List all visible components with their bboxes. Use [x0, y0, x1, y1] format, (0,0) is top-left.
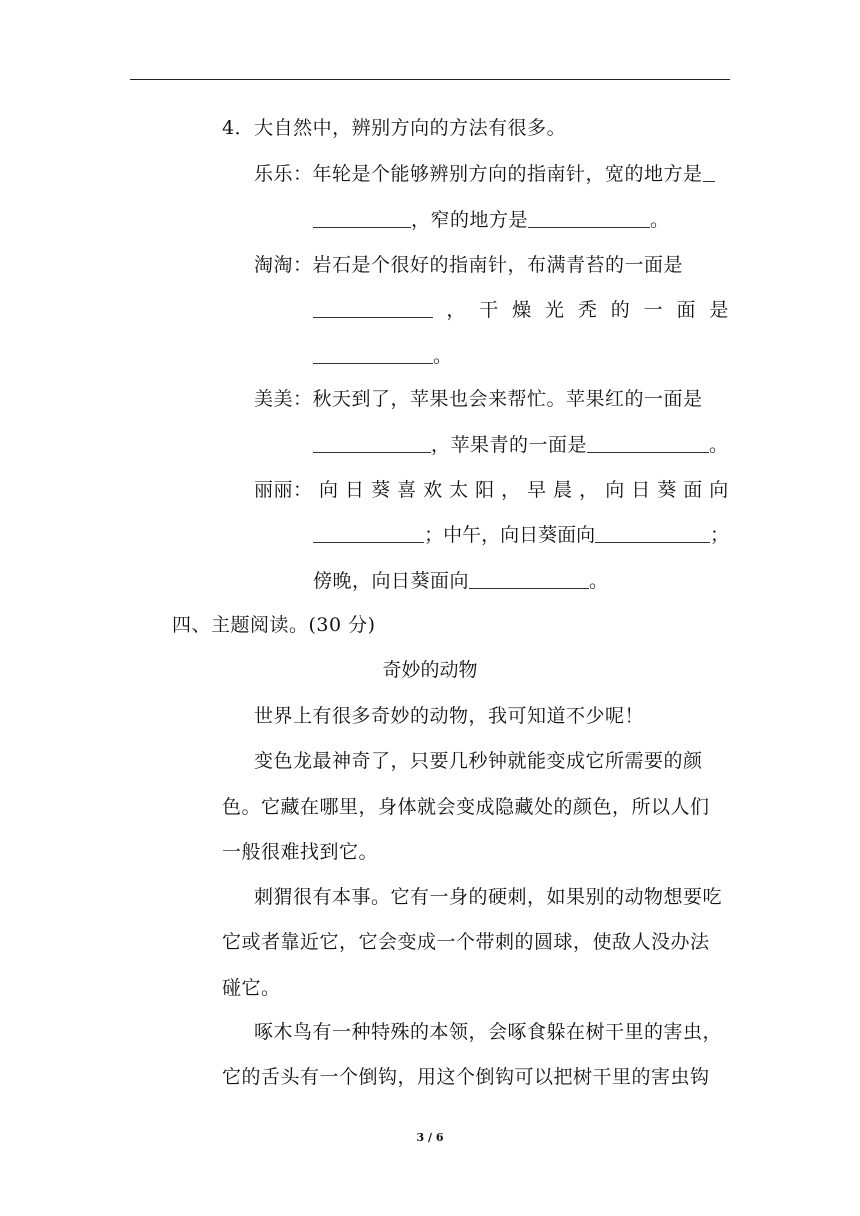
passage-p2-line-2: 色。它藏在哪里，身体就会变成隐藏处的颜色，所以人们 — [222, 796, 710, 818]
answer-blank[interactable] — [313, 298, 433, 318]
passage-p3-line-1: 刺猬很有本事。它有一身的硬刺，如果别的动物想要吃 — [254, 886, 723, 908]
passage-title: 奇妙的动物 — [382, 659, 478, 681]
meimei-line-1: 美美：秋天到了，苹果也会来帮忙。苹果红的一面是 — [254, 388, 703, 410]
header-rule — [130, 79, 730, 80]
answer-blank[interactable] — [528, 208, 650, 228]
passage-p4-line-2: 它的舌头有一个倒钩，用这个倒钩可以把树干里的害虫钩 — [222, 1066, 710, 1088]
taotao-line-1: 淘淘：岩石是个很好的指南针，布满青苔的一面是 — [254, 254, 684, 276]
page-number: 3 / 6 — [416, 1131, 444, 1144]
lili-line-3: 傍晚，向日葵面向 。 — [313, 570, 609, 592]
passage-p2-line-1: 变色龙最神奇了，只要几秒钟就能变成它所需要的颜 — [254, 750, 703, 772]
taotao-line-3: 。 — [313, 344, 453, 368]
answer-blank[interactable] — [313, 208, 411, 228]
passage-p2-line-3: 一般很难找到它。 — [222, 841, 379, 863]
lili-line-2: ；中午，向日葵面向 ； — [313, 523, 729, 547]
speaker-lele: 乐乐： — [254, 163, 313, 185]
passage-p4-line-1: 啄木鸟有一种特殊的本领，会啄食躲在树干里的害虫， — [254, 1021, 723, 1043]
passage-p3-line-2: 它或者靠近它，它会变成一个带刺的圆球，使敌人没办法 — [222, 931, 710, 953]
passage-p3-line-3: 碰它。 — [222, 977, 281, 999]
answer-blank[interactable] — [587, 433, 709, 453]
answer-blank[interactable] — [595, 523, 710, 543]
passage-p1: 世界上有很多奇妙的动物，我可知道不少呢！ — [254, 705, 645, 727]
taotao-line-2: ， 干 燥 光 秃 的 一 面 是 — [313, 298, 729, 322]
speaker-lili: 丽丽： — [254, 479, 313, 501]
question-4-stem: 4．大自然中，辨别方向的方法有很多。 — [222, 117, 567, 139]
lele-line-2: ，窄的地方是 。 — [313, 208, 670, 232]
answer-blank[interactable] — [313, 523, 424, 543]
lili-line-1: 丽丽： 向 日 葵 喜 欢 太 阳 ， 早 晨 ， 向 日 葵 面 向 — [254, 479, 729, 501]
speaker-taotao: 淘淘： — [254, 254, 313, 276]
speaker-meimei: 美美： — [254, 388, 313, 410]
answer-blank[interactable] — [313, 433, 431, 453]
meimei-line-2: ，苹果青的一面是 。 — [313, 433, 729, 457]
answer-blank[interactable] — [703, 162, 715, 182]
lele-line-1: 乐乐：年轮是个能够辨别方向的指南针，宽的地方是 — [254, 162, 715, 186]
answer-blank[interactable] — [469, 569, 589, 589]
section-4-heading: 四、主题阅读。(30 分) — [172, 614, 376, 636]
answer-blank[interactable] — [313, 344, 433, 364]
